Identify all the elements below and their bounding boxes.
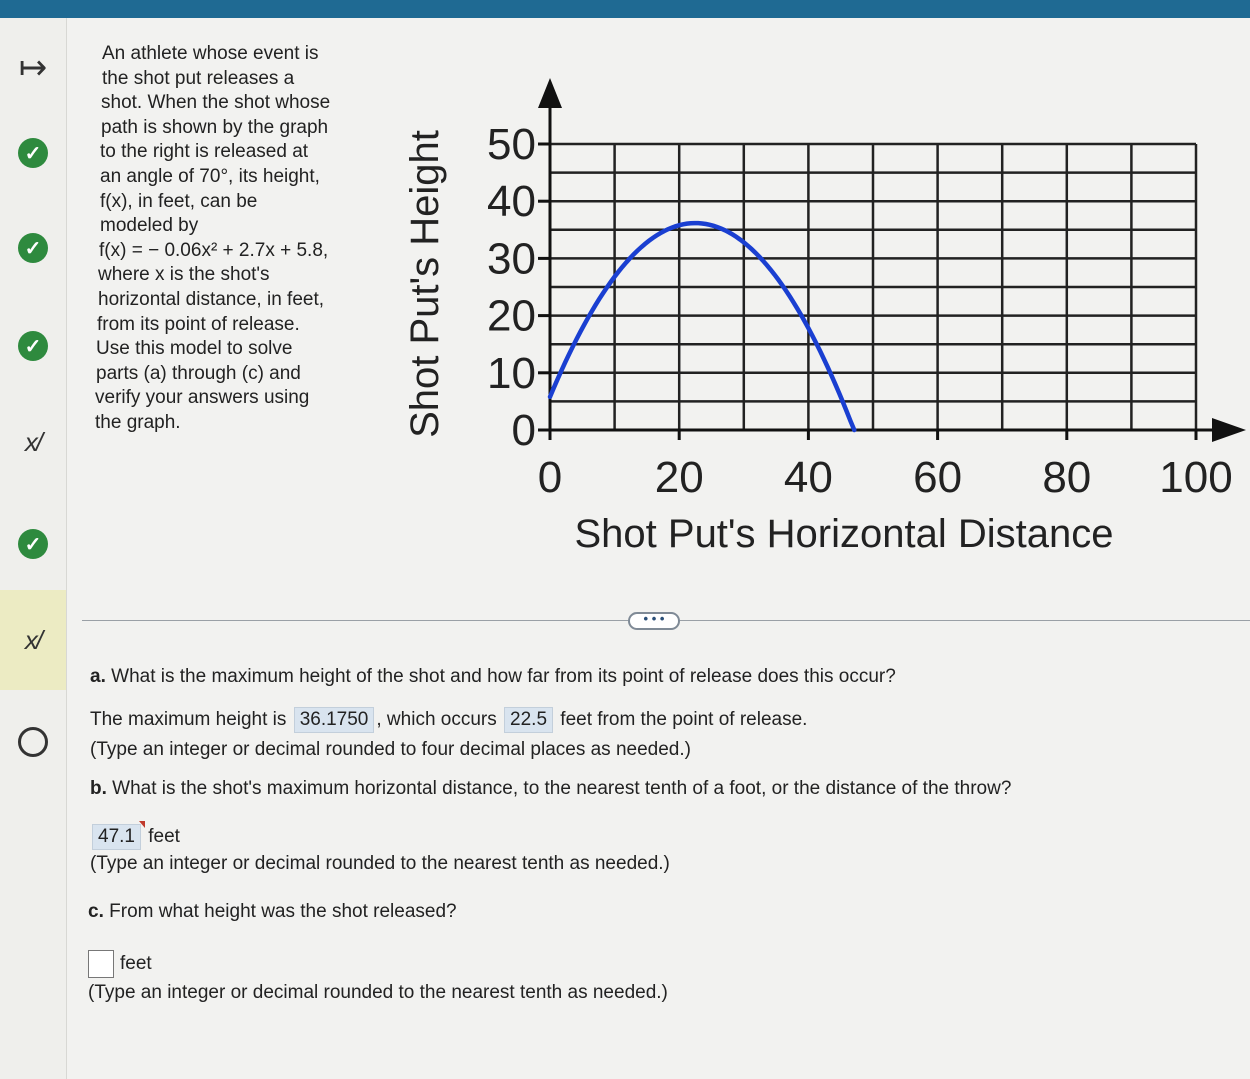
part-c-unit: feet: [120, 953, 152, 975]
part-b-answer-line: [90, 824, 180, 850]
part-a-answer-mid: , which occurs: [376, 709, 497, 730]
show-more-button[interactable]: • • •: [628, 612, 680, 630]
arrow-right-icon: ↦: [18, 49, 48, 87]
x-tick-label: 100: [1159, 453, 1233, 502]
part-a-question-text: What is the maximum height of the shot and how far from its point of release does this occur?: [111, 666, 896, 687]
y-tick-label: 0: [511, 406, 536, 455]
problem-line: An athlete whose event is: [102, 43, 319, 64]
y-axis-arrow: [538, 78, 562, 108]
sidebar-item-question-6-current[interactable]: [0, 590, 66, 690]
x-axis-label: Shot Put's Horizontal Distance: [574, 512, 1114, 556]
y-tick-label: 50: [487, 120, 536, 169]
y-tick-label: 10: [487, 348, 536, 398]
part-a-answer-line: [90, 707, 807, 733]
y-tick-label: 20: [487, 291, 536, 341]
shot-put-graph: [400, 52, 1250, 582]
sidebar-item-question-5[interactable]: [0, 522, 66, 566]
part-b-hint: (Type an integer or decimal rounded to the nearest tenth as needed.): [90, 853, 670, 874]
part-c-label: c.: [88, 901, 104, 922]
part-a-answer-prefix: The maximum height is: [90, 709, 287, 730]
problem-line: an angle of 70°, its height,: [100, 165, 320, 187]
check-icon: ✓: [18, 233, 48, 263]
part-c-hint: (Type an integer or decimal rounded to the nearest tenth as needed.): [88, 982, 668, 1003]
part-a-label: a.: [90, 666, 106, 687]
part-a-question: [90, 666, 896, 688]
max-height-distance-answer-box[interactable]: 22.5: [504, 707, 553, 733]
problem-line: the graph.: [95, 411, 181, 433]
problem-line: verify your answers using: [95, 387, 310, 409]
part-a-answer-suffix: feet from the point of release.: [560, 709, 808, 730]
x-tick-label: 40: [783, 453, 833, 502]
problem-line: the shot put releases a: [102, 67, 295, 89]
problem-line: f(x) = − 0.06x² + 2.7x + 5.8,: [99, 239, 329, 261]
problem-line: to the right is released at: [100, 141, 309, 163]
part-b-question: [90, 778, 1011, 800]
check-icon: ✓: [18, 529, 48, 559]
problem-line: modeled by: [100, 215, 199, 237]
sidebar-item-question-7[interactable]: [0, 720, 66, 764]
top-bar: [0, 0, 1250, 18]
part-c-answer-line: [88, 950, 152, 978]
part-c-question-text: From what height was the shot released?: [109, 901, 457, 922]
problem-line: where x is the shot's: [98, 264, 270, 286]
x-tick-label: 60: [913, 453, 963, 502]
part-c-question: [88, 901, 457, 923]
sidebar-item-question-2[interactable]: [0, 226, 66, 270]
x-tick-label: 0: [537, 453, 563, 502]
partial-credit-icon: x/: [24, 624, 42, 655]
sidebar-item-question-1[interactable]: [0, 131, 66, 175]
part-a-hint: (Type an integer or decimal rounded to four decimal places as needed.): [90, 739, 691, 760]
max-height-answer-box[interactable]: 36.1750: [294, 707, 375, 733]
sidebar-item-question-3[interactable]: [0, 324, 66, 368]
sidebar-nav-arrow[interactable]: [0, 46, 66, 90]
problem-line: f(x), in feet, can be: [100, 190, 258, 212]
problem-line: Use this model to solve: [96, 338, 293, 360]
part-b-label: b.: [90, 778, 107, 799]
problem-line: path is shown by the graph: [101, 116, 329, 138]
problem-line: shot. When the shot whose: [101, 92, 331, 114]
problem-line: horizontal distance, in feet,: [98, 288, 325, 310]
part-b-question-text: What is the shot's maximum horizontal distance, to the nearest tenth of a foot, or the distance of the throw?: [112, 778, 1012, 799]
problem-statement: [95, 42, 360, 436]
problem-line: parts (a) through (c) and: [96, 362, 301, 384]
question-sidebar: [0, 18, 67, 1079]
circle-icon: [18, 727, 48, 757]
y-tick-label: 40: [487, 177, 536, 227]
question-content: [66, 18, 1250, 1079]
release-height-input[interactable]: [88, 950, 114, 978]
check-icon: ✓: [18, 331, 48, 361]
sidebar-item-question-4[interactable]: [0, 420, 66, 464]
x-tick-label: 80: [1042, 453, 1092, 502]
y-axis-label: Shot Put's Height: [403, 130, 447, 438]
partial-credit-icon: x/: [24, 426, 42, 457]
part-b-unit: feet: [148, 826, 180, 847]
max-distance-answer-box[interactable]: 47.1: [92, 824, 141, 850]
y-tick-label: 30: [487, 234, 536, 284]
problem-line: from its point of release.: [97, 313, 300, 335]
check-icon: ✓: [18, 138, 48, 168]
x-tick-label: 20: [654, 453, 704, 502]
x-axis-arrow: [1212, 418, 1246, 442]
